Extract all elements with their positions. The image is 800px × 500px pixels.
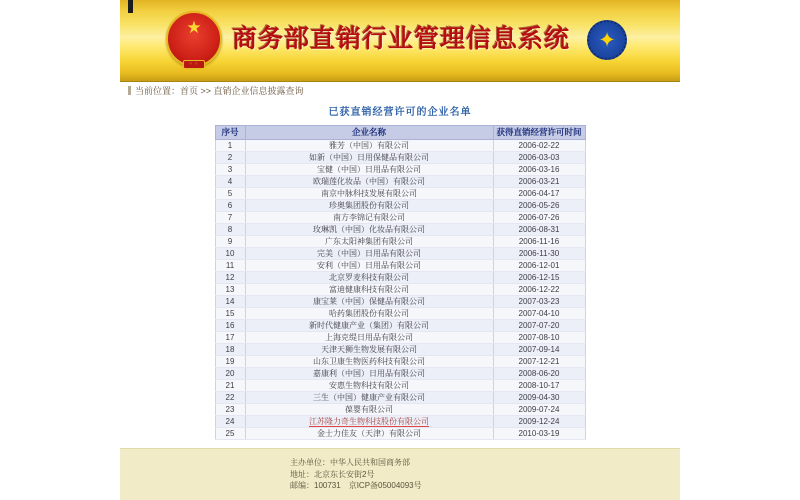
page-footer [120,448,680,500]
company-name[interactable]: 天津天狮生物发展有限公司 [245,344,493,356]
license-date: 2006-02-22 [493,140,585,152]
table-row [215,272,585,284]
col-header-license-date: 获得直销经营许可时间 [493,126,585,140]
row-number: 15 [215,308,245,320]
license-date: 2008-06-20 [493,368,585,380]
page-container [120,0,680,500]
license-date: 2007-08-10 [493,332,585,344]
table-container [120,125,680,440]
table-row [215,332,585,344]
row-number: 3 [215,164,245,176]
row-number: 13 [215,284,245,296]
company-table [215,125,586,440]
table-row [215,404,585,416]
license-date: 2006-07-26 [493,212,585,224]
table-row [215,380,585,392]
company-name[interactable]: 富迪健康科技有限公司 [245,284,493,296]
company-name[interactable]: 葆婴有限公司 [245,404,493,416]
company-name[interactable]: 山东卫康生物医药科技有限公司 [245,356,493,368]
license-date: 2006-04-17 [493,188,585,200]
col-header-number: 序号 [215,126,245,140]
license-date: 2007-09-14 [493,344,585,356]
license-date: 2009-04-30 [493,392,585,404]
table-row [215,212,585,224]
footer-line-1: 主办单位：中华人民共和国商务部 [290,458,410,467]
company-name[interactable]: 宝健（中国）日用品有限公司 [245,164,493,176]
row-number: 6 [215,200,245,212]
col-header-company: 企业名称 [245,126,493,140]
license-date: 2007-07-20 [493,320,585,332]
table-row [215,200,585,212]
license-date: 2006-05-26 [493,200,585,212]
company-name[interactable]: 南方李锦记有限公司 [245,212,493,224]
license-date: 2006-11-16 [493,236,585,248]
site-banner [120,0,680,82]
table-row [215,188,585,200]
row-number: 9 [215,236,245,248]
row-number: 17 [215,332,245,344]
license-date: 2006-03-21 [493,176,585,188]
license-date: 2006-03-03 [493,152,585,164]
table-row [215,296,585,308]
company-name[interactable]: 广东太阳神集团有限公司 [245,236,493,248]
table-row [215,176,585,188]
company-name[interactable]: 珍奥集团股份有限公司 [245,200,493,212]
table-row [215,356,585,368]
table-row [215,248,585,260]
row-number: 20 [215,368,245,380]
license-date: 2010-03-19 [493,428,585,440]
row-number: 14 [215,296,245,308]
license-date: 2006-08-31 [493,224,585,236]
row-number: 19 [215,356,245,368]
company-name[interactable]: 新时代健康产业（集团）有限公司 [245,320,493,332]
license-date: 2007-03-23 [493,296,585,308]
table-row [215,224,585,236]
footer-line-2: 地址：北京东长安街2号 [290,469,375,479]
row-number: 10 [215,248,245,260]
mofcom-logo-icon [587,20,627,60]
license-date: 2007-04-10 [493,308,585,320]
row-number: 4 [215,176,245,188]
company-name[interactable]: 完美（中国）日用品有限公司 [245,248,493,260]
table-row [215,260,585,272]
company-name[interactable]: 哈药集团股份有限公司 [245,308,493,320]
license-date: 2009-12-24 [493,416,585,428]
table-row [215,284,585,296]
license-date: 2006-12-15 [493,272,585,284]
table-row [215,236,585,248]
company-name[interactable]: 金士力佳友（天津）有限公司 [245,428,493,440]
breadcrumb-marker-icon [128,86,131,95]
table-row [215,344,585,356]
company-name[interactable]: 欧瑞莲化妆品（中国）有限公司 [245,176,493,188]
site-title: 商务部直销行业管理信息系统 [232,26,571,53]
emblem-base: ⁘⁘ [183,60,205,69]
table-row [215,308,585,320]
breadcrumb[interactable] [120,84,680,97]
banner-corner-mark [128,0,133,13]
page-title: 已获直销经营许可的企业名单 [328,107,472,118]
company-name[interactable] [245,416,493,428]
license-date: 2007-12-21 [493,356,585,368]
company-name[interactable]: 康宝莱（中国）保健品有限公司 [245,296,493,308]
row-number: 11 [215,260,245,272]
row-number: 25 [215,428,245,440]
logo-star-icon: ✦ [598,28,616,52]
table-header-row [215,126,585,140]
license-date: 2008-10-17 [493,380,585,392]
company-table-body [215,140,585,440]
company-name[interactable]: 雅芳（中国）有限公司 [245,140,493,152]
table-row [215,320,585,332]
company-name[interactable]: 安惠生物科技有限公司 [245,380,493,392]
table-row [215,392,585,404]
row-number: 16 [215,320,245,332]
table-row [215,140,585,152]
table-row [215,164,585,176]
company-name[interactable]: 如新（中国）日用保健品有限公司 [245,152,493,164]
row-number: 1 [215,140,245,152]
license-date: 2006-12-22 [493,284,585,296]
license-date: 2006-12-01 [493,260,585,272]
company-name[interactable]: 南京中脉科技发展有限公司 [245,188,493,200]
national-emblem-icon [166,11,222,67]
row-number: 12 [215,272,245,284]
license-date: 2006-03-16 [493,164,585,176]
row-number: 21 [215,380,245,392]
row-number: 8 [215,224,245,236]
company-name[interactable]: 上海克缇日用品有限公司 [245,332,493,344]
footer-line-3: 邮编：100731 京ICP备05004093号 [290,481,422,490]
row-number: 23 [215,404,245,416]
table-row [215,416,585,428]
license-date: 2009-07-24 [493,404,585,416]
company-name[interactable]: 北京罗麦科技有限公司 [245,272,493,284]
table-row [215,428,585,440]
row-number: 2 [215,152,245,164]
row-number: 24 [215,416,245,428]
highlighted-company-name[interactable]: 江苏隆力奇生物科技股份有限公司 [309,417,429,426]
company-name[interactable]: 玫琳凯（中国）化妆品有限公司 [245,224,493,236]
company-name[interactable]: 三生（中国）健康产业有限公司 [245,392,493,404]
emblem-star-icon: ★ [186,18,202,37]
company-name[interactable]: 安利（中国）日用品有限公司 [245,260,493,272]
table-row [215,368,585,380]
table-row [215,152,585,164]
license-date: 2006-11-30 [493,248,585,260]
breadcrumb-text[interactable]: 当前位置：首页 >> 直销企业信息披露查询 [135,86,304,96]
company-name[interactable]: 嘉康利（中国）日用品有限公司 [245,368,493,380]
row-number: 5 [215,188,245,200]
row-number: 7 [215,212,245,224]
row-number: 18 [215,344,245,356]
row-number: 22 [215,392,245,404]
